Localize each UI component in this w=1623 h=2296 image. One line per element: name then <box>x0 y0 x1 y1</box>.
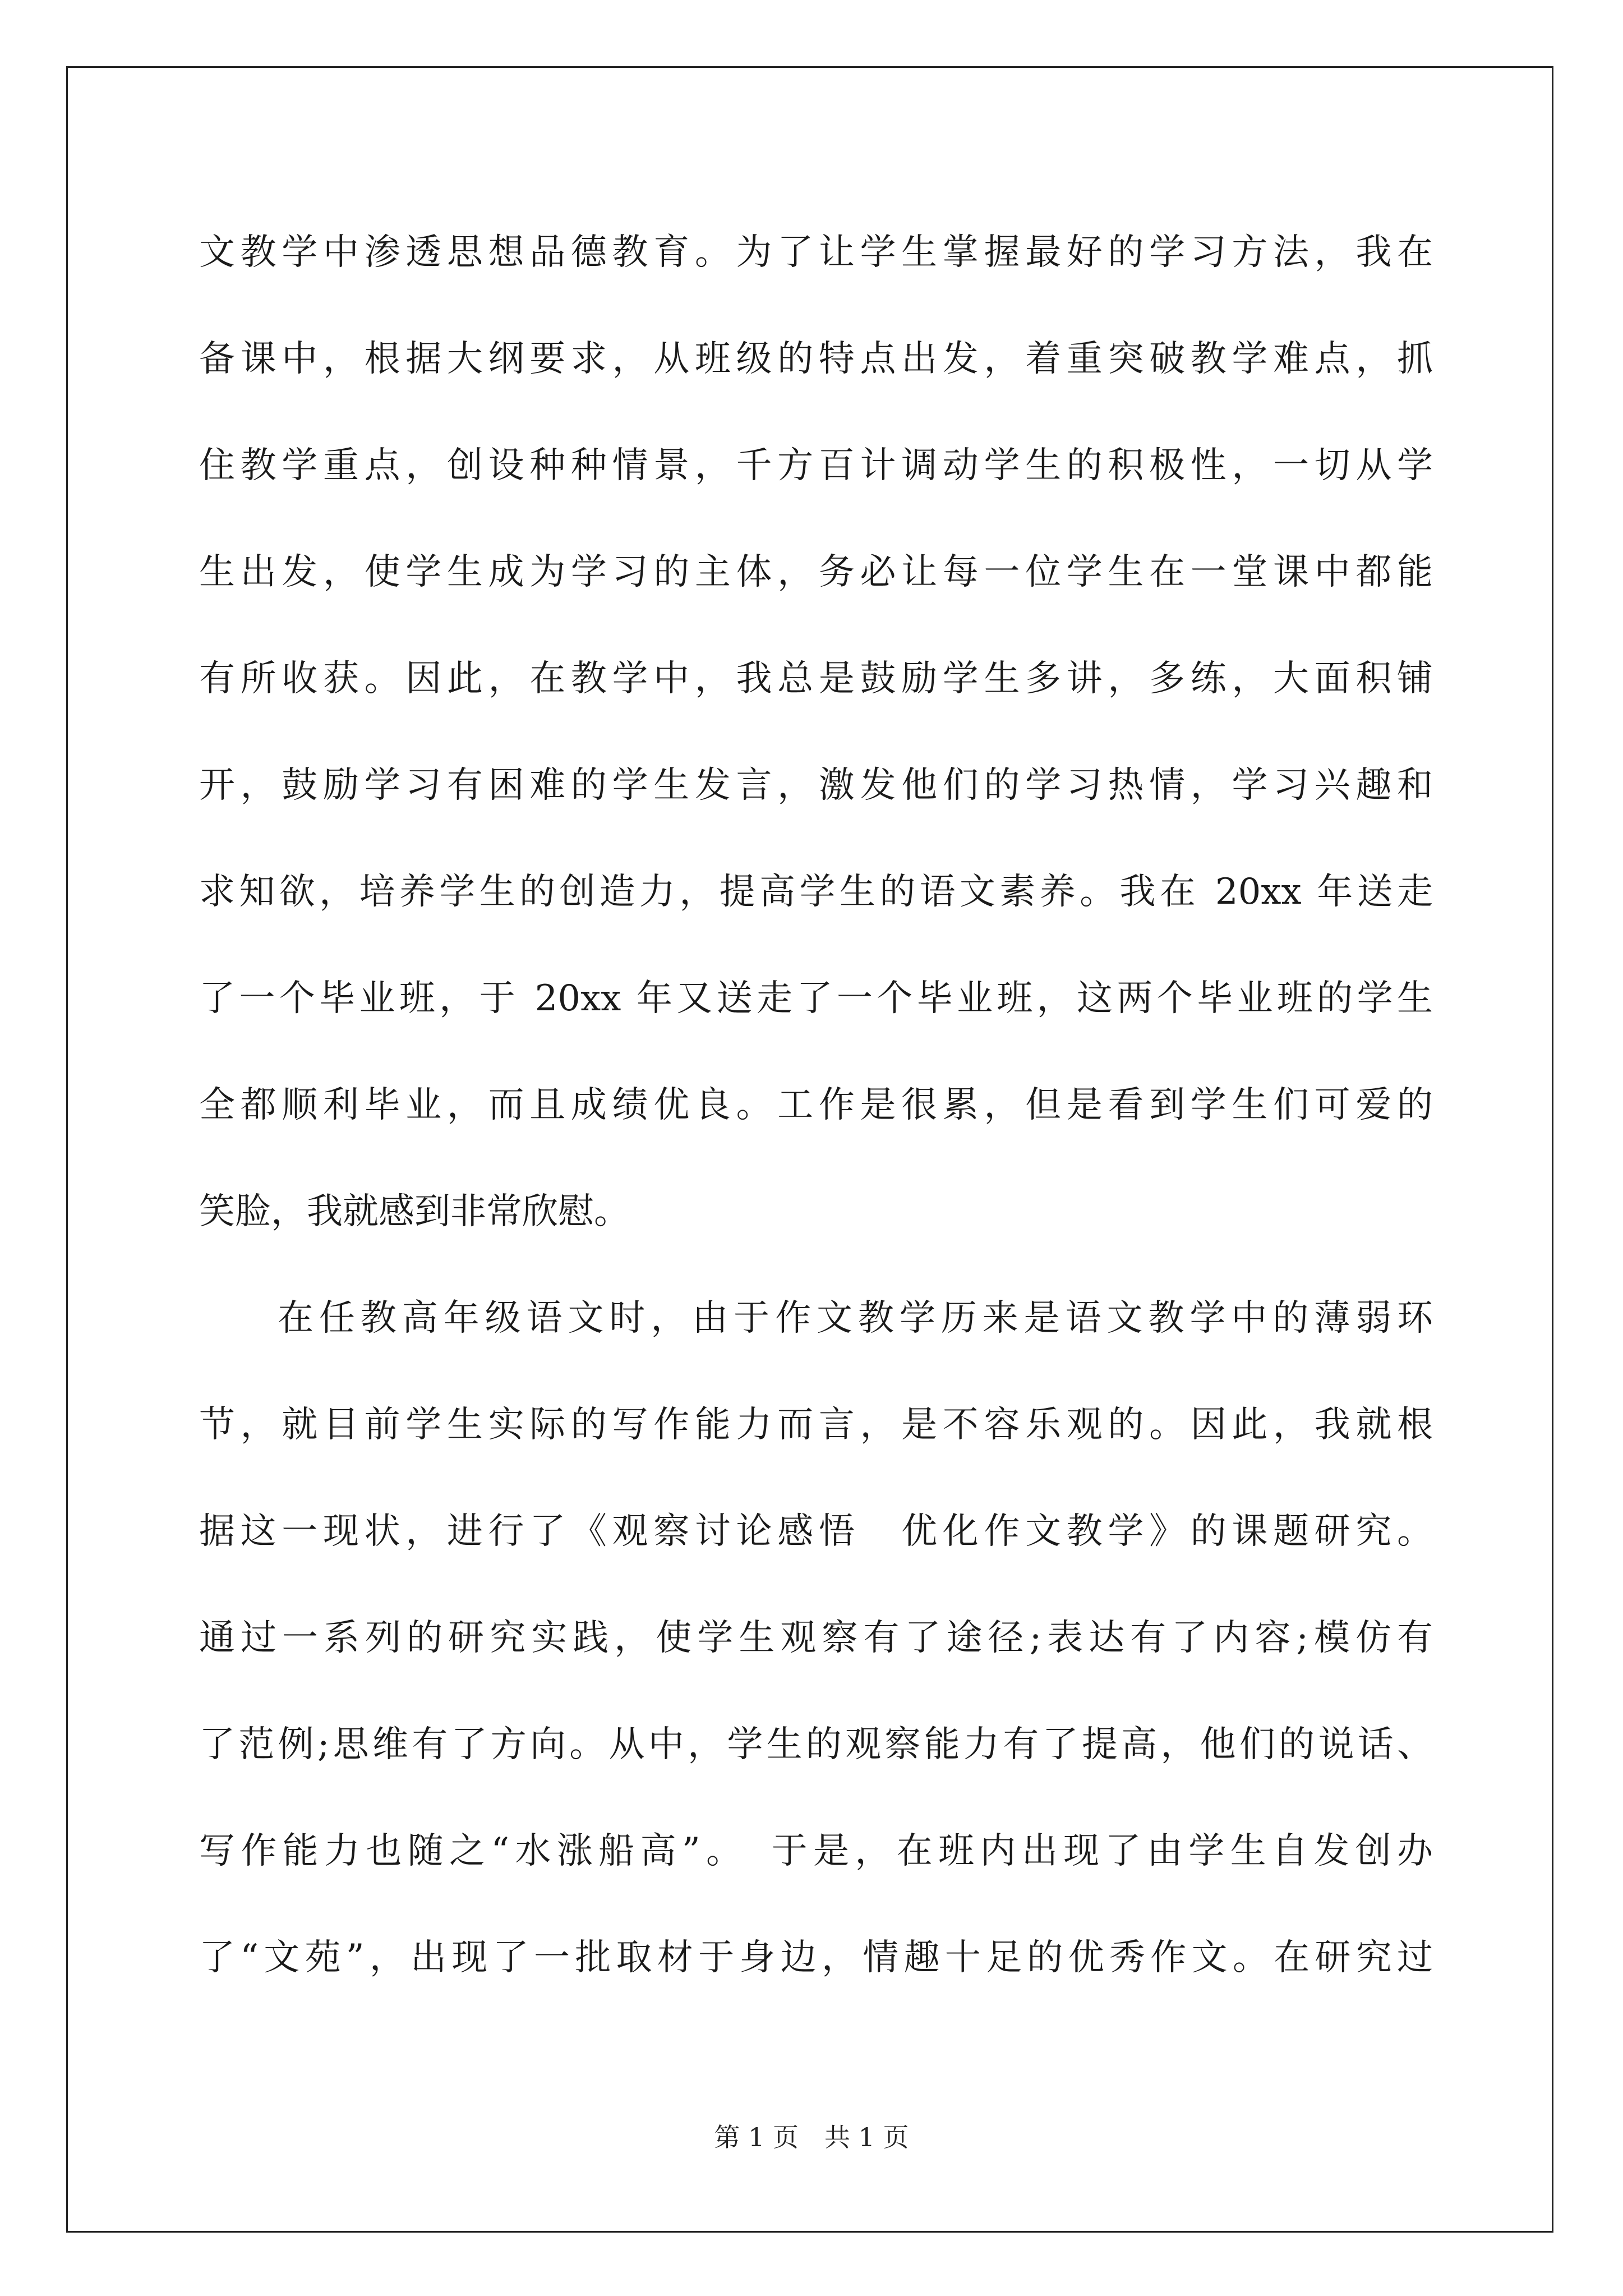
body-line: 生出发，使学生成为学习的主体，务必让每一位学生在一堂课中都能 <box>199 551 1433 593</box>
body-line: 了范例;思维有了方向。从中，学生的观察能力有了提高，他们的说话、 <box>199 1724 1433 1765</box>
body-line: 了“文苑”，出现了一批取材于身边，情趣十足的优秀作文。在研究过 <box>199 1937 1433 1978</box>
body-line: 住教学重点，创设种种情景，千方百计调动学生的积极性，一切从学 <box>199 445 1433 486</box>
body-line: 据这一现状，进行了《观察讨论感悟 优化作文教学》的课题研究。 <box>199 1511 1433 1552</box>
body-line: 节，就目前学生实际的写作能力而言，是不容乐观的。因此，我就根 <box>199 1404 1433 1446</box>
page-number-footer: 第 1 页 共 1 页 <box>714 2122 909 2152</box>
document-body <box>199 219 1433 2031</box>
body-line-paragraph-start: 在任教高年级语文时，由于作文教学历来是语文教学中的薄弱环 <box>278 1297 1433 1339</box>
body-line: 备课中，根据大纲要求，从班级的特点出发，着重突破教学难点，抓 <box>199 338 1433 380</box>
body-line: 开，鼓励学习有困难的学生发言，激发他们的学习热情，学习兴趣和 <box>199 765 1433 806</box>
body-line: 求知欲，培养学生的创造力，提高学生的语文素养。我在 20xx 年送走 <box>199 871 1433 913</box>
body-line: 笑脸，我就感到非常欣慰。 <box>199 1191 630 1232</box>
body-line: 有所收获。因此，在教学中，我总是鼓励学生多讲，多练，大面积铺 <box>199 658 1433 700</box>
body-line: 文教学中渗透思想品德教育。为了让学生掌握最好的学习方法，我在 <box>199 232 1433 273</box>
body-line: 全都顺利毕业，而且成绩优良。工作是很累，但是看到学生们可爱的 <box>199 1084 1433 1126</box>
body-line: 写作能力也随之“水涨船高”。 于是，在班内出现了由学生自发创办 <box>199 1830 1433 1872</box>
body-line: 通过一系列的研究实践，使学生观察有了途径;表达有了内容;模仿有 <box>199 1617 1433 1659</box>
body-line: 了一个毕业班，于 20xx 年又送走了一个毕业班，这两个毕业班的学生 <box>199 978 1433 1019</box>
